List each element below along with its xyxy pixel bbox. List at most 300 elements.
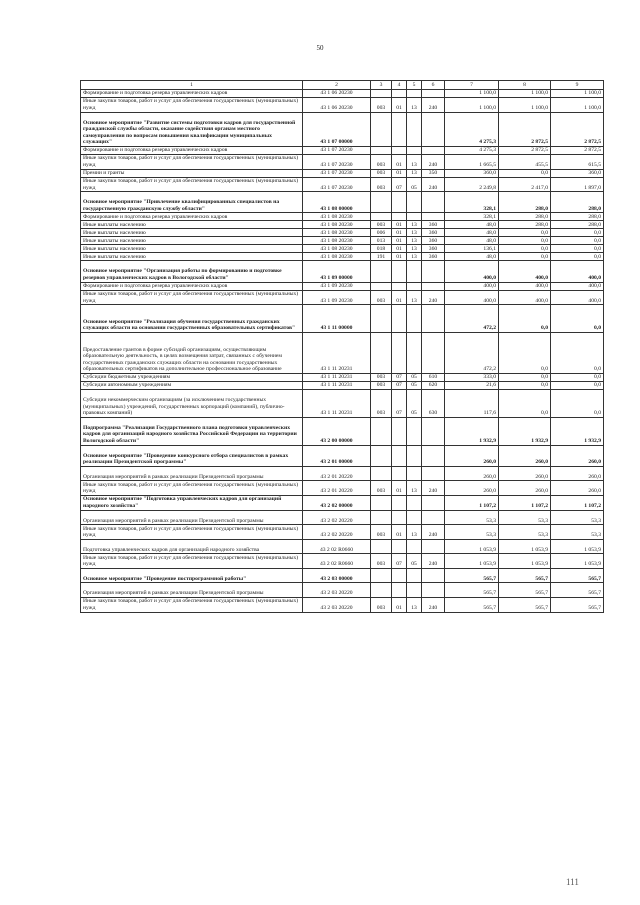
table-row	[81, 373, 604, 381]
amount-year2-cell: 53,3	[499, 510, 551, 525]
target-code-cell: 43 1 08 20230	[303, 221, 371, 229]
section-code-cell: 01	[392, 245, 407, 253]
amount-year3-cell: 615,5	[551, 154, 604, 169]
amount-year2-cell: 0,0	[499, 245, 551, 253]
expense-type-cell: 610	[422, 373, 445, 381]
department-code-cell: 003	[371, 373, 392, 381]
header-cell: 8	[499, 81, 551, 90]
amount-year3-cell: 288,0	[551, 221, 604, 229]
target-code-cell: 43 1 08 20230	[303, 229, 371, 237]
department-code-cell	[371, 90, 392, 98]
subsection-code-cell	[407, 445, 422, 466]
target-code-cell: 43 2 02 20220	[303, 525, 371, 540]
row-name-cell: Иные закупки товаров, работ и услуг для обеспечения государственных (муниципальных) нужд	[81, 290, 303, 305]
target-code-cell: 43 2 03 20220	[303, 598, 371, 613]
amount-year3-cell: 0,0	[551, 237, 604, 245]
department-code-cell: 003	[371, 525, 392, 540]
amount-year3-cell: 2 872,5	[551, 112, 604, 146]
subsection-code-cell	[407, 539, 422, 554]
amount-year1-cell: 328,1	[445, 213, 499, 221]
subsection-code-cell	[407, 332, 422, 373]
subsection-code-cell: 13	[407, 245, 422, 253]
amount-year1-cell: 1 100,0	[445, 90, 499, 98]
amount-year2-cell: 288,0	[499, 213, 551, 221]
amount-year2-cell: 1 100,0	[499, 98, 551, 113]
table-row	[81, 598, 604, 613]
table-row	[81, 525, 604, 540]
amount-year3-cell: 565,7	[551, 568, 604, 583]
expense-type-cell: 240	[422, 554, 445, 569]
department-code-cell: 003	[371, 381, 392, 389]
amount-year3-cell: 1 100,0	[551, 90, 604, 98]
row-name-cell: Иные закупки товаров, работ и услуг для обеспечения государственных (муниципальных) нужд	[81, 598, 303, 613]
amount-year1-cell: 48,0	[445, 229, 499, 237]
subsection-code-cell	[407, 90, 422, 98]
department-code-cell: 003	[371, 154, 392, 169]
subsection-code-cell: 13	[407, 290, 422, 305]
department-code-cell: 003	[371, 389, 392, 417]
table-row	[81, 332, 604, 373]
expense-type-cell: 240	[422, 481, 445, 496]
target-code-cell: 43 1 11 00000	[303, 305, 371, 333]
department-code-cell	[371, 112, 392, 146]
section-code-cell: 01	[392, 229, 407, 237]
amount-year3-cell: 288,0	[551, 192, 604, 213]
expense-type-cell	[422, 192, 445, 213]
table-row	[81, 112, 604, 146]
amount-year1-cell: 260,0	[445, 481, 499, 496]
expense-type-cell: 360	[422, 229, 445, 237]
amount-year2-cell: 1 107,2	[499, 495, 551, 510]
expense-type-cell	[422, 417, 445, 445]
expense-type-cell	[422, 568, 445, 583]
amount-year2-cell: 2 872,5	[499, 112, 551, 146]
expense-type-cell: 360	[422, 221, 445, 229]
subsection-code-cell: 13	[407, 98, 422, 113]
amount-year2-cell: 1 100,0	[499, 90, 551, 98]
subsection-code-cell: 05	[407, 373, 422, 381]
section-code-cell	[392, 495, 407, 510]
row-name-cell: Формирование и подготовка резерва управленческих кадров	[81, 213, 303, 221]
amount-year2-cell: 1 053,9	[499, 554, 551, 569]
subsection-code-cell: 13	[407, 481, 422, 496]
section-code-cell: 01	[392, 598, 407, 613]
amount-year1-cell: 1 107,2	[445, 495, 499, 510]
subsection-code-cell	[407, 305, 422, 333]
header-cell: 6	[422, 81, 445, 90]
table-row	[81, 282, 604, 290]
amount-year1-cell: 53,3	[445, 510, 499, 525]
subsection-code-cell	[407, 112, 422, 146]
amount-year1-cell: 333,0	[445, 373, 499, 381]
row-name-cell: Формирование и подготовка резерва управленческих кадров	[81, 146, 303, 154]
amount-year3-cell: 0,0	[551, 373, 604, 381]
row-name-cell: Основное мероприятие "Проведение конкурсного отбора специалистов в рамках реализации Президентской программы"	[81, 445, 303, 466]
target-code-cell: 43 1 06 20230	[303, 90, 371, 98]
row-name-cell: Иные закупки товаров, работ и услуг для обеспечения государственных (муниципальных) нужд	[81, 481, 303, 496]
expense-type-cell: 360	[422, 253, 445, 261]
expense-type-cell	[422, 510, 445, 525]
section-code-cell	[392, 417, 407, 445]
subsection-code-cell: 13	[407, 169, 422, 177]
amount-year1-cell: 2 249,8	[445, 177, 499, 192]
table-header-row	[81, 81, 604, 90]
expense-type-cell: 360	[422, 237, 445, 245]
target-code-cell: 43 1 07 20230	[303, 146, 371, 154]
table-row	[81, 90, 604, 98]
amount-year3-cell: 288,0	[551, 213, 604, 221]
row-name-cell: Субсидии автономным учреждениям	[81, 381, 303, 389]
table-row	[81, 169, 604, 177]
section-code-cell	[392, 332, 407, 373]
department-code-cell	[371, 146, 392, 154]
section-code-cell: 07	[392, 554, 407, 569]
expense-type-cell: 240	[422, 598, 445, 613]
subsection-code-cell: 05	[407, 389, 422, 417]
table-row	[81, 237, 604, 245]
target-code-cell: 43 1 11 20231	[303, 389, 371, 417]
target-code-cell: 43 2 03 00000	[303, 568, 371, 583]
table-row	[81, 568, 604, 583]
amount-year1-cell: 400,0	[445, 282, 499, 290]
section-code-cell	[392, 466, 407, 481]
amount-year1-cell: 260,0	[445, 445, 499, 466]
department-code-cell	[371, 583, 392, 598]
section-code-cell: 01	[392, 98, 407, 113]
subsection-code-cell	[407, 146, 422, 154]
section-code-cell	[392, 305, 407, 333]
row-name-cell: Основное мероприятие "Реализация обучения государственных гражданских служащих области на основании государственных образовательных сертификатов"	[81, 305, 303, 333]
table-row	[81, 98, 604, 113]
page-number: 50	[316, 44, 324, 52]
target-code-cell: 43 1 07 20230	[303, 154, 371, 169]
amount-year2-cell: 455,5	[499, 154, 551, 169]
expense-type-cell: 240	[422, 98, 445, 113]
subsection-code-cell: 13	[407, 237, 422, 245]
target-code-cell: 43 1 08 20230	[303, 213, 371, 221]
amount-year1-cell: 21,6	[445, 381, 499, 389]
section-code-cell	[392, 261, 407, 282]
table-row	[81, 290, 604, 305]
amount-year2-cell: 565,7	[499, 568, 551, 583]
department-code-cell: 003	[371, 221, 392, 229]
department-code-cell: 003	[371, 554, 392, 569]
amount-year3-cell: 0,0	[551, 389, 604, 417]
department-code-cell	[371, 332, 392, 373]
table-row	[81, 510, 604, 525]
department-code-cell	[371, 495, 392, 510]
amount-year3-cell: 0,0	[551, 229, 604, 237]
header-cell: 2	[303, 81, 371, 90]
table-row	[81, 481, 604, 496]
amount-year2-cell: 0,0	[499, 373, 551, 381]
amount-year2-cell: 0,0	[499, 305, 551, 333]
row-name-cell: Формирование и подготовка резерва управленческих кадров	[81, 282, 303, 290]
amount-year3-cell: 260,0	[551, 466, 604, 481]
subsection-code-cell: 13	[407, 253, 422, 261]
amount-year3-cell: 0,0	[551, 253, 604, 261]
row-name-cell: Иные закупки товаров, работ и услуг для обеспечения государственных (муниципальных) нужд	[81, 154, 303, 169]
section-code-cell: 01	[392, 154, 407, 169]
expense-type-cell: 240	[422, 154, 445, 169]
amount-year1-cell: 360,0	[445, 169, 499, 177]
amount-year1-cell: 48,0	[445, 221, 499, 229]
subsection-code-cell	[407, 213, 422, 221]
target-code-cell: 43 1 09 20230	[303, 290, 371, 305]
target-code-cell: 43 2 01 20220	[303, 466, 371, 481]
amount-year2-cell: 1 053,9	[499, 539, 551, 554]
table-row	[81, 417, 604, 445]
department-code-cell: 003	[371, 481, 392, 496]
row-name-cell: Подпрограмма "Реализация Государственного плана подготовки управленческих кадров для организаций народного хозяйства Российской Федерации на территории Вологодской области"	[81, 417, 303, 445]
department-code-cell	[371, 213, 392, 221]
amount-year1-cell: 472,2	[445, 305, 499, 333]
header-cell: 7	[445, 81, 499, 90]
amount-year2-cell: 0,0	[499, 229, 551, 237]
amount-year1-cell: 48,0	[445, 253, 499, 261]
amount-year2-cell: 0,0	[499, 389, 551, 417]
table-row	[81, 261, 604, 282]
section-code-cell: 01	[392, 525, 407, 540]
amount-year3-cell: 400,0	[551, 290, 604, 305]
amount-year3-cell: 565,7	[551, 583, 604, 598]
row-name-cell: Основное мероприятие "Организация работы по формированию и подготовке резервов управленческих кадров в Вологодской области"	[81, 261, 303, 282]
department-code-cell: 003	[371, 177, 392, 192]
budget-table	[80, 80, 604, 613]
department-code-cell	[371, 417, 392, 445]
amount-year1-cell: 136,1	[445, 245, 499, 253]
target-code-cell: 43 1 09 00000	[303, 261, 371, 282]
target-code-cell: 43 1 07 00000	[303, 112, 371, 146]
table-body	[81, 81, 604, 613]
section-code-cell: 01	[392, 253, 407, 261]
amount-year2-cell: 288,0	[499, 221, 551, 229]
amount-year1-cell: 1 053,9	[445, 554, 499, 569]
row-name-cell: Иные закупки товаров, работ и услуг для обеспечения государственных (муниципальных) нужд	[81, 98, 303, 113]
expense-type-cell	[422, 261, 445, 282]
amount-year2-cell: 260,0	[499, 466, 551, 481]
amount-year1-cell: 400,0	[445, 290, 499, 305]
table-row	[81, 213, 604, 221]
section-code-cell	[392, 445, 407, 466]
department-code-cell	[371, 282, 392, 290]
table-row	[81, 229, 604, 237]
department-code-cell	[371, 568, 392, 583]
department-code-cell: 003	[371, 598, 392, 613]
department-code-cell	[371, 192, 392, 213]
row-name-cell: Иные выплаты населению	[81, 253, 303, 261]
amount-year3-cell: 400,0	[551, 282, 604, 290]
section-code-cell: 01	[392, 237, 407, 245]
section-code-cell: 01	[392, 290, 407, 305]
amount-year2-cell: 400,0	[499, 290, 551, 305]
table-row	[81, 253, 604, 261]
amount-year1-cell: 117,6	[445, 389, 499, 417]
table-row	[81, 539, 604, 554]
amount-year3-cell: 53,3	[551, 525, 604, 540]
table-row	[81, 495, 604, 510]
target-code-cell: 43 1 08 20230	[303, 245, 371, 253]
expense-type-cell	[422, 213, 445, 221]
department-code-cell	[371, 466, 392, 481]
amount-year1-cell: 48,0	[445, 237, 499, 245]
row-name-cell: Основное мероприятие "Развитие системы подготовки кадров для государственной гражданской службы области, оказание содействия органам местного самоуправления по вопросам повышения квалификации муниципальных служащих"	[81, 112, 303, 146]
table-row	[81, 146, 604, 154]
section-code-cell	[392, 192, 407, 213]
row-name-cell: Иные выплаты населению	[81, 229, 303, 237]
amount-year2-cell: 0,0	[499, 253, 551, 261]
section-code-cell: 07	[392, 389, 407, 417]
target-code-cell: 43 1 08 20230	[303, 253, 371, 261]
amount-year3-cell: 565,7	[551, 598, 604, 613]
table-row	[81, 554, 604, 569]
expense-type-cell	[422, 466, 445, 481]
amount-year3-cell: 1 932,9	[551, 417, 604, 445]
row-name-cell: Иные выплаты населению	[81, 221, 303, 229]
subsection-code-cell: 13	[407, 221, 422, 229]
amount-year2-cell: 0,0	[499, 381, 551, 389]
amount-year3-cell: 0,0	[551, 332, 604, 373]
row-name-cell: Формирование и подготовка резерва управленческих кадров	[81, 90, 303, 98]
expense-type-cell	[422, 282, 445, 290]
department-code-cell: 018	[371, 245, 392, 253]
subsection-code-cell	[407, 417, 422, 445]
amount-year2-cell: 260,0	[499, 445, 551, 466]
expense-type-cell	[422, 112, 445, 146]
row-name-cell: Подготовка управленческих кадров для организаций народного хозяйства	[81, 539, 303, 554]
table-row	[81, 305, 604, 333]
section-code-cell	[392, 90, 407, 98]
row-name-cell: Иные выплаты населению	[81, 245, 303, 253]
amount-year3-cell: 1 897,0	[551, 177, 604, 192]
expense-type-cell: 240	[422, 525, 445, 540]
department-code-cell	[371, 539, 392, 554]
amount-year1-cell: 4 275,3	[445, 146, 499, 154]
subsection-code-cell	[407, 568, 422, 583]
amount-year1-cell: 565,7	[445, 568, 499, 583]
amount-year3-cell: 1 100,0	[551, 98, 604, 113]
header-cell: 1	[81, 81, 303, 90]
expense-type-cell	[422, 539, 445, 554]
expense-type-cell	[422, 146, 445, 154]
subsection-code-cell: 05	[407, 554, 422, 569]
table-row	[81, 389, 604, 417]
row-name-cell: Предоставление грантов в форме субсидий организациям, осуществляющим образовательную деятельность, в целях возмещения затрат, связанных с обучением государственных гражданских служащих области на основании государственных образовательных сертификатов на дополнительное профессиональное образование	[81, 332, 303, 373]
table-row	[81, 381, 604, 389]
expense-type-cell: 360	[422, 245, 445, 253]
table-row	[81, 245, 604, 253]
amount-year2-cell: 400,0	[499, 282, 551, 290]
amount-year1-cell: 4 275,3	[445, 112, 499, 146]
amount-year3-cell: 0,0	[551, 305, 604, 333]
table-row	[81, 177, 604, 192]
section-code-cell	[392, 112, 407, 146]
amount-year3-cell: 260,0	[551, 445, 604, 466]
department-code-cell	[371, 261, 392, 282]
amount-year2-cell: 1 932,9	[499, 417, 551, 445]
section-code-cell	[392, 583, 407, 598]
target-code-cell: 43 2 00 00000	[303, 417, 371, 445]
department-code-cell: 003	[371, 169, 392, 177]
expense-type-cell	[422, 445, 445, 466]
target-code-cell: 43 1 11 20231	[303, 381, 371, 389]
table-row	[81, 445, 604, 466]
target-code-cell: 43 2 02 R0660	[303, 554, 371, 569]
row-name-cell: Субсидии бюджетным учреждениям	[81, 373, 303, 381]
amount-year3-cell: 53,3	[551, 510, 604, 525]
subsection-code-cell: 13	[407, 598, 422, 613]
target-code-cell: 43 1 11 20231	[303, 332, 371, 373]
amount-year2-cell: 53,3	[499, 525, 551, 540]
target-code-cell: 43 2 03 20220	[303, 583, 371, 598]
subsection-code-cell: 13	[407, 229, 422, 237]
amount-year2-cell: 288,0	[499, 192, 551, 213]
amount-year1-cell: 1 053,9	[445, 539, 499, 554]
expense-type-cell	[422, 305, 445, 333]
amount-year1-cell: 1 665,5	[445, 154, 499, 169]
amount-year2-cell: 260,0	[499, 481, 551, 496]
amount-year1-cell: 472,2	[445, 332, 499, 373]
row-name-cell: Премии и гранты	[81, 169, 303, 177]
table-row	[81, 192, 604, 213]
expense-type-cell: 620	[422, 381, 445, 389]
target-code-cell: 43 1 11 20231	[303, 373, 371, 381]
row-name-cell: Иные закупки товаров, работ и услуг для обеспечения государственных (муниципальных) нужд	[81, 177, 303, 192]
target-code-cell: 43 2 01 20220	[303, 481, 371, 496]
department-code-cell	[371, 445, 392, 466]
expense-type-cell	[422, 90, 445, 98]
amount-year2-cell: 2 872,5	[499, 146, 551, 154]
table-row	[81, 221, 604, 229]
subsection-code-cell	[407, 466, 422, 481]
department-code-cell: 003	[371, 290, 392, 305]
subsection-code-cell	[407, 192, 422, 213]
target-code-cell: 43 2 01 00000	[303, 445, 371, 466]
section-code-cell: 01	[392, 169, 407, 177]
row-name-cell: Иные закупки товаров, работ и услуг для обеспечения государственных (муниципальных) нужд	[81, 525, 303, 540]
subsection-code-cell	[407, 495, 422, 510]
target-code-cell: 43 1 06 20230	[303, 98, 371, 113]
subsection-code-cell	[407, 510, 422, 525]
section-code-cell: 01	[392, 481, 407, 496]
target-code-cell: 43 1 09 20230	[303, 282, 371, 290]
amount-year2-cell: 0,0	[499, 332, 551, 373]
section-code-cell: 07	[392, 177, 407, 192]
department-code-cell	[371, 305, 392, 333]
row-name-cell: Иные выплаты населению	[81, 237, 303, 245]
amount-year1-cell: 565,7	[445, 598, 499, 613]
department-code-cell: 013	[371, 237, 392, 245]
footer-mark: 111	[566, 877, 579, 887]
section-code-cell	[392, 282, 407, 290]
amount-year1-cell: 328,1	[445, 192, 499, 213]
section-code-cell	[392, 213, 407, 221]
target-code-cell: 43 2 02 R0660	[303, 539, 371, 554]
section-code-cell	[392, 568, 407, 583]
expense-type-cell: 240	[422, 177, 445, 192]
subsection-code-cell	[407, 583, 422, 598]
amount-year2-cell: 0,0	[499, 237, 551, 245]
row-name-cell: Основное мероприятие "Проведение постпрограммной работы"	[81, 568, 303, 583]
row-name-cell: Организация мероприятий в рамках реализации Президентской программы	[81, 510, 303, 525]
row-name-cell: Иные закупки товаров, работ и услуг для обеспечения государственных (муниципальных) нужд	[81, 554, 303, 569]
row-name-cell: Организация мероприятий в рамках реализации Президентской программы	[81, 583, 303, 598]
subsection-code-cell	[407, 261, 422, 282]
header-cell: 9	[551, 81, 604, 90]
section-code-cell	[392, 146, 407, 154]
department-code-cell: 006	[371, 229, 392, 237]
amount-year1-cell: 1 100,0	[445, 98, 499, 113]
